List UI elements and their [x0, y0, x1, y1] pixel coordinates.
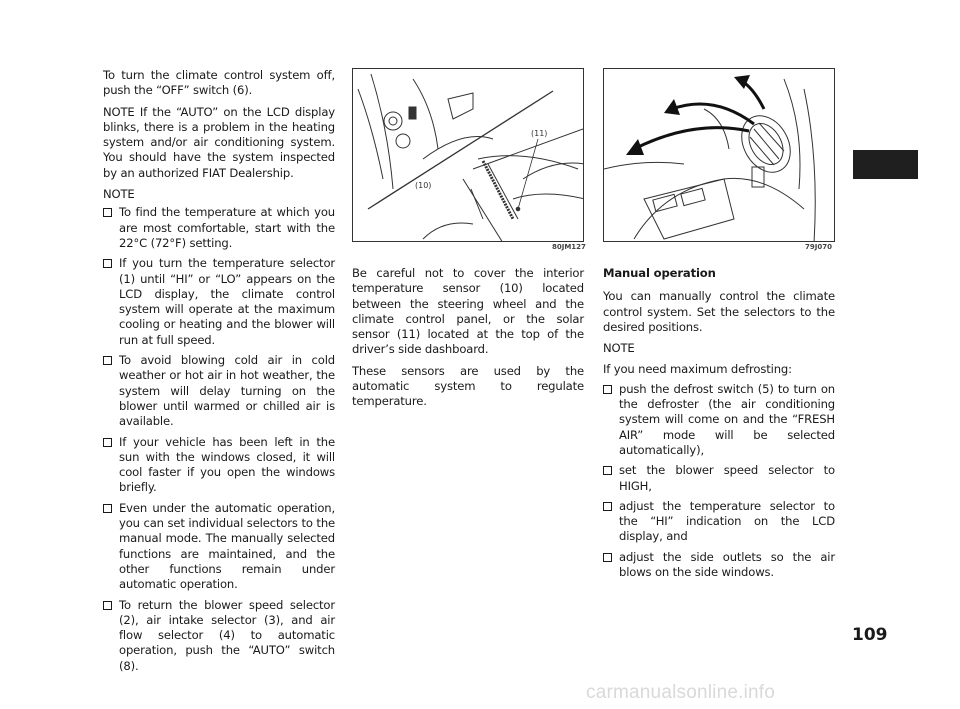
checkbox-bullet-icon — [103, 259, 112, 268]
list-item: To find the temperature at which you are most comfortable, start with the 22°C (72°F) setting. — [103, 205, 335, 251]
list-item: adjust the temperature selector to the “HI” indication on the LCD display, and — [603, 499, 835, 545]
paragraph-sensor-purpose: These sensors are used by the automatic system to regulate temperature. — [352, 363, 584, 409]
checkbox-bullet-icon — [603, 466, 612, 475]
section-tab-marker — [853, 150, 918, 179]
list-item: set the blower speed selector to HIGH, — [603, 463, 835, 494]
figure-side-outlet — [603, 68, 835, 242]
list-item: To return the blower speed selector (2), air intake selector (3), and air flow selector (4) to automatic operation, push the “AUTO” switch (8). — [103, 598, 335, 674]
page-number: 109 — [852, 625, 888, 645]
text-column-left — [103, 68, 335, 679]
note-label: NOTE — [603, 341, 635, 356]
sensor-illustration — [353, 69, 584, 242]
paragraph-off-switch: To turn the climate control system off, push the “OFF” switch (6). — [103, 68, 335, 98]
side-outlet-illustration — [604, 69, 835, 242]
paragraph-sensor-warning: Be careful not to cover the interior temperature sensor (10) located between the steering wheel and the climate control panel, or the solar sensor (11) located at the top of the driver’s side dashboard. — [352, 266, 584, 357]
defrost-bullet-list — [603, 382, 835, 581]
label-sensor-10: (10) — [415, 181, 432, 190]
checkbox-bullet-icon — [603, 502, 612, 511]
figure-code-2: 79J070 — [805, 243, 832, 251]
figure-sensors — [352, 68, 584, 242]
figure-code-1: 80JM127 — [552, 243, 586, 251]
list-item: push the defrost switch (5) to turn on the defroster (the air conditioning system will come on and the “FRESH AIR” mode will be selected automatically), — [603, 382, 835, 458]
note-label: NOTE — [103, 187, 135, 202]
note-intro: If you need maximum defrosting: — [603, 362, 792, 377]
checkbox-bullet-icon — [103, 504, 112, 513]
section-heading-manual-operation: Manual operation — [603, 266, 716, 280]
text-column-middle — [352, 266, 584, 416]
list-item: If you turn the temperature selector (1) until “HI” or “LO” appears on the LCD display, the climate control system will operate at the maximum cooling or heating and the blower will run at full speed. — [103, 256, 335, 348]
list-item: adjust the side outlets so the air blows on the side windows. — [603, 550, 835, 581]
watermark: carmanualsonline.info — [586, 682, 776, 703]
text-column-right — [603, 266, 835, 585]
checkbox-bullet-icon — [103, 601, 112, 610]
list-item: If your vehicle has been left in the sun with the windows closed, it will cool faster if you open the windows briefly. — [103, 435, 335, 496]
checkbox-bullet-icon — [103, 438, 112, 447]
checkbox-bullet-icon — [103, 356, 112, 365]
paragraph-manual-control: You can manually control the climate control system. Set the selectors to the desired positions. — [603, 289, 835, 334]
list-item: To avoid blowing cold air in cold weather or hot air in hot weather, the system will delay turning on the blower until warmed or chilled air is available. — [103, 353, 335, 429]
label-sensor-11: (11) — [531, 129, 548, 138]
paragraph-auto-blink-note: NOTE If the “AUTO” on the LCD display blinks, there is a problem in the heating system and/or air conditioning system. You should have the system inspected by an authorized FIAT Dealership. — [103, 104, 335, 180]
checkbox-bullet-icon — [103, 208, 112, 217]
checkbox-bullet-icon — [603, 385, 612, 394]
note-bullet-list — [103, 205, 335, 674]
list-item: Even under the automatic operation, you can set individual selectors to the manual mode. The manually selected functions are maintained, and the other functions remain under automatic operation. — [103, 501, 335, 593]
checkbox-bullet-icon — [603, 553, 612, 562]
